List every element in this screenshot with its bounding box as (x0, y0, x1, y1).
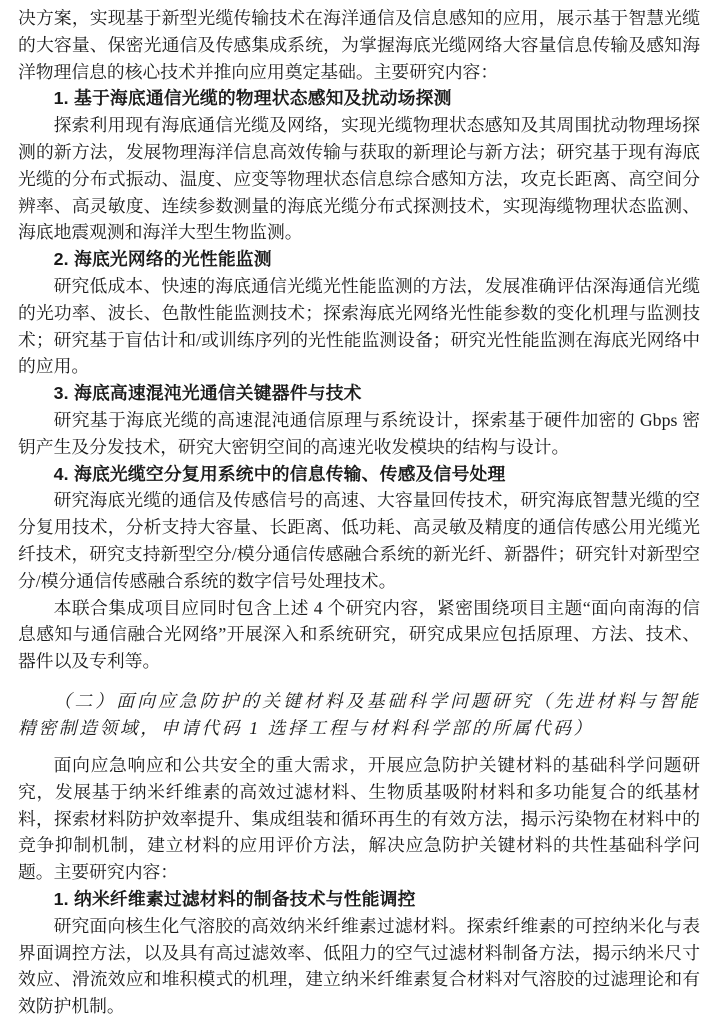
research-topic-3-paragraph: 研究基于海底光缆的高速混沌通信原理与系统设计，探索基于硬件加密的 Gbps 密钥产生及分发技术，研究大密钥空间的高速光收发模块的结构与设计。 (18, 409, 700, 457)
research-topic-2-paragraph: 研究低成本、快速的海底通信光缆光性能监测的方法，发展准确评估深海通信光缆的光功率、波长、色散性能监测技术；探索海底光网络光性能参数的变化机理与监测技术；研究基于盲估计和/或训练序列的光性能监测设备；研究光性能监测在海底光网络中的应用。 (18, 275, 700, 377)
section-2-heading: （二）面向应急防护的关键材料及基础科学问题研究（先进材料与智能精密制造领域，申请代码 1 选择工程与材料科学部的所属代码） (18, 690, 700, 738)
section-2-topic-1-heading: 1. 纳米纤维素过滤材料的制备技术与性能调控 (53, 888, 416, 909)
section-2-intro-paragraph: 面向应急响应和公共安全的重大需求，开展应急防护关键材料的基础科学问题研究，发展基于纳米纤维素的高效过滤材料、生物质基吸附材料和多功能复合的纸基材料，探索材料防护效率提升、集成组装和循环再生的有效方法，揭示污染物在材料中的竞争抑制机制，建立材料的应用评价方法，解决应急防护关键材料的共性基础科学问题。主要研究内容： (18, 754, 700, 883)
section-2-topic-1-paragraph: 研究面向核生化气溶胶的高效纳米纤维素过滤材料。探索纤维素的可控纳米化与表界面调控方法，以及具有高过滤效率、低阻力的空气过滤材料制备方法，揭示纳米尺寸效应、滑流效应和堆积模式的机理，建立纳米纤维素复合材料对气溶胶的过滤理论和有效防护机制。 (18, 915, 700, 1017)
research-topic-1-paragraph: 探索利用现有海底通信光缆及网络，实现光缆物理状态感知及其周围扰动物理场探测的新方法，发展物理海洋信息高效传输与获取的新理论与新方法；研究基于现有海底光缆的分布式振动、温度、应变等物理状态信息综合感知方法，攻克长距离、高空间分辨率、高灵敏度、连续参数测量的海底光缆分布式探测技术，实现海缆物理状态监测、海底地震观测和海洋大型生物监测。 (18, 115, 700, 243)
research-topic-4-paragraph: 研究海底光缆的通信及传感信号的高速、大容量回传技术，研究海底智慧光缆的空分复用技术，分析支持大容量、长距离、低功耗、高灵敏及精度的通信传感公用光缆光纤技术，研究支持新型空分/模分通信传感融合系统的新光纤、新器件；研究针对新型空分/模分通信传感融合系统的数字信号处理技术。 (18, 490, 700, 591)
paragraph-continuation: 决方案，实现基于新型光缆传输技术在海洋通信及信息感知的应用，展示基于智慧光缆的大容量、保密光通信及传感集成系统，为掌握海底光缆网络大容量信息传输及感知海洋物理信息的核心技术并推向应用奠定基础。主要研究内容： (18, 8, 700, 82)
research-topic-4-heading: 4. 海底光缆空分复用系统中的信息传输、传感及信号处理 (53, 463, 506, 484)
research-topic-1-heading: 1. 基于海底通信光缆的物理状态感知及扰动场探测 (53, 88, 452, 109)
research-topic-3-heading: 3. 海底高速混沌光通信关键器件与技术 (53, 383, 362, 404)
project-requirement-paragraph: 本联合集成项目应同时包含上述 4 个研究内容，紧密围绕项目主题“面向南海的信息感知与通信融合光网络”开展深入和系统研究，研究成果应包括原理、方法、技术、器件以及专利等。 (18, 597, 700, 672)
research-topic-2-heading: 2. 海底光网络的光性能监测 (53, 249, 272, 270)
